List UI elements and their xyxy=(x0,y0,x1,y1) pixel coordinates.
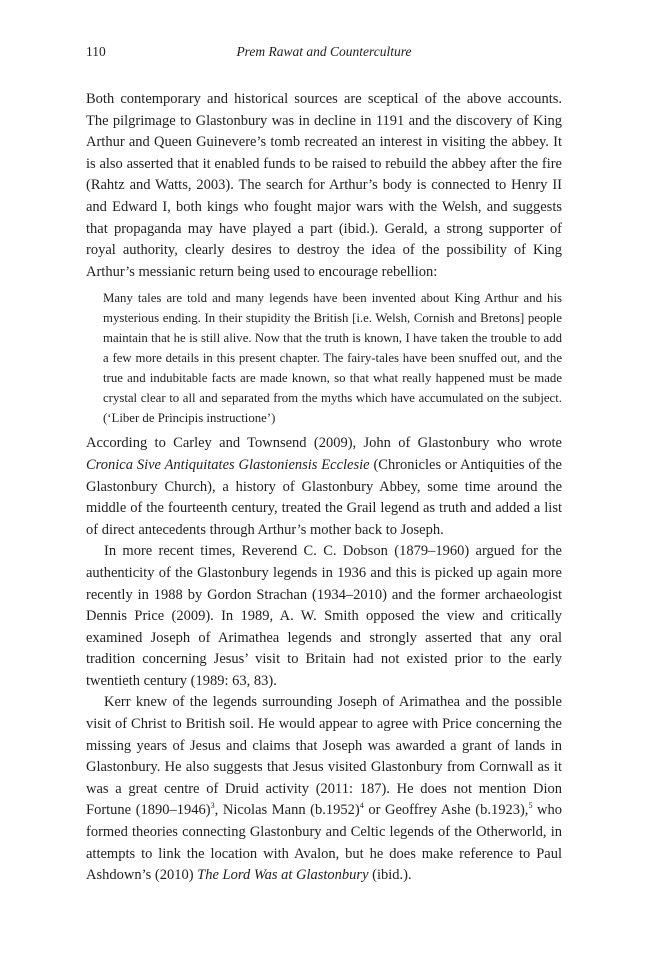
paragraph-3: In more recent times, Reverend C. C. Dobson (1879–1960) argued for the authenticity of the Glastonbury legends in 1936 and this is picked up again more recently in 1988 by Gordon Strachan (1934–2010) and the former archaeologist Dennis Price (2009). In 1989, A. W. Smith opposed the view and critically examined Joseph of Arimathea legends and strongly asserted that any oral tradition concerning Jesus’ visit to Britain had not existed prior to the early twentieth century (1989: 63, 83). xyxy=(86,543,562,689)
footnote-ref-4[interactable]: 4 xyxy=(359,801,364,811)
cited-title-cronica: Cronica Sive Antiquitates Glastoniensis Ecclesie xyxy=(86,456,370,473)
running-title: Prem Rawat and Counterculture xyxy=(236,44,412,59)
paragraph-2 xyxy=(86,433,562,541)
paragraph-1: Both contemporary and historical sources are sceptical of the above accounts. The pilgrimage to Glastonbury was in decline in 1191 and the discovery of King Arthur and Queen Guinevere’s tomb recreated an interest in visiting the abbey. It is also asserted that it enabled funds to be raised to rebuild the abbey after the fire (Rahtz and Watts, 2003). The search for Arthur’s body is connected to Henry II and Edward I, both kings who fought major wars with the Welsh, and suggests that propaganda may have played a part (ibid.). Gerald, a strong supporter of royal authority, clearly desires to destroy the idea of the possibility of King Arthur’s messianic return being used to encourage rebellion: xyxy=(86,91,562,280)
cited-title-lord-was-at-glastonbury: The Lord Was at Glastonbury xyxy=(197,867,369,884)
paragraph-2-text-b: (Chronicles or Antiquities of the Glastonbury Church), a history of Glastonbury Abbey, some time around the middle of the fourteenth century, treated the Grail legend as truth and added a list of direct antecedents through Arthur’s mother back to Joseph. xyxy=(86,456,562,538)
paragraph-2-text-a: According to Carley and Townsend (2009), John of Glastonbury who wrote xyxy=(86,435,562,452)
footnote-ref-5[interactable]: 5 xyxy=(528,801,533,811)
paragraph-4-text-a: Kerr knew of the legends surrounding Joseph of Arimathea and the possible visit of Christ to British soil. He would appear to agree with Price concerning the missing years of Jesus and claims that Joseph was awarded a grant of lands in Glastonbury. He also suggests that Jesus visited Glastonbury from Cornwall as it was a great centre of Druid activity (2011: 187). He does not mention Dion Fortune (1890–1946) xyxy=(86,694,562,819)
body-text xyxy=(86,89,562,887)
paragraph-4-text-e: (ibid.). xyxy=(368,867,412,884)
paragraph-4 xyxy=(86,692,562,886)
page-header xyxy=(86,44,562,64)
block-quote: Many tales are told and many legends have been invented about King Arthur and his mysterious ending. In their stupidity the British [i.e. Welsh, Cornish and Bretons] people maintain that he is still alive. Now that the truth is known, I have taken the trouble to add a few more details in this present chapter. The fairy-tales have been snuffed out, and the true and indubitable facts are made known, so that what really happened must be made crystal clear to all and separated from the myths which have accumulated on the subject. (‘Liber de Principis instructione’) xyxy=(103,291,562,426)
page-number: 110 xyxy=(86,44,106,59)
paragraph-4-text-c: or Geoffrey Ashe (b.1923), xyxy=(363,802,529,819)
footnote-ref-3[interactable]: 3 xyxy=(210,801,215,811)
paragraph-4-text-d: who formed theories connecting Glastonbury and Celtic legends of the Otherworld, in attempts to link the location with Avalon, but he does make reference to Paul Ashdown’s (2010) xyxy=(86,802,563,884)
paragraph-4-text-b: , Nicolas Mann (b.1952) xyxy=(214,802,360,819)
